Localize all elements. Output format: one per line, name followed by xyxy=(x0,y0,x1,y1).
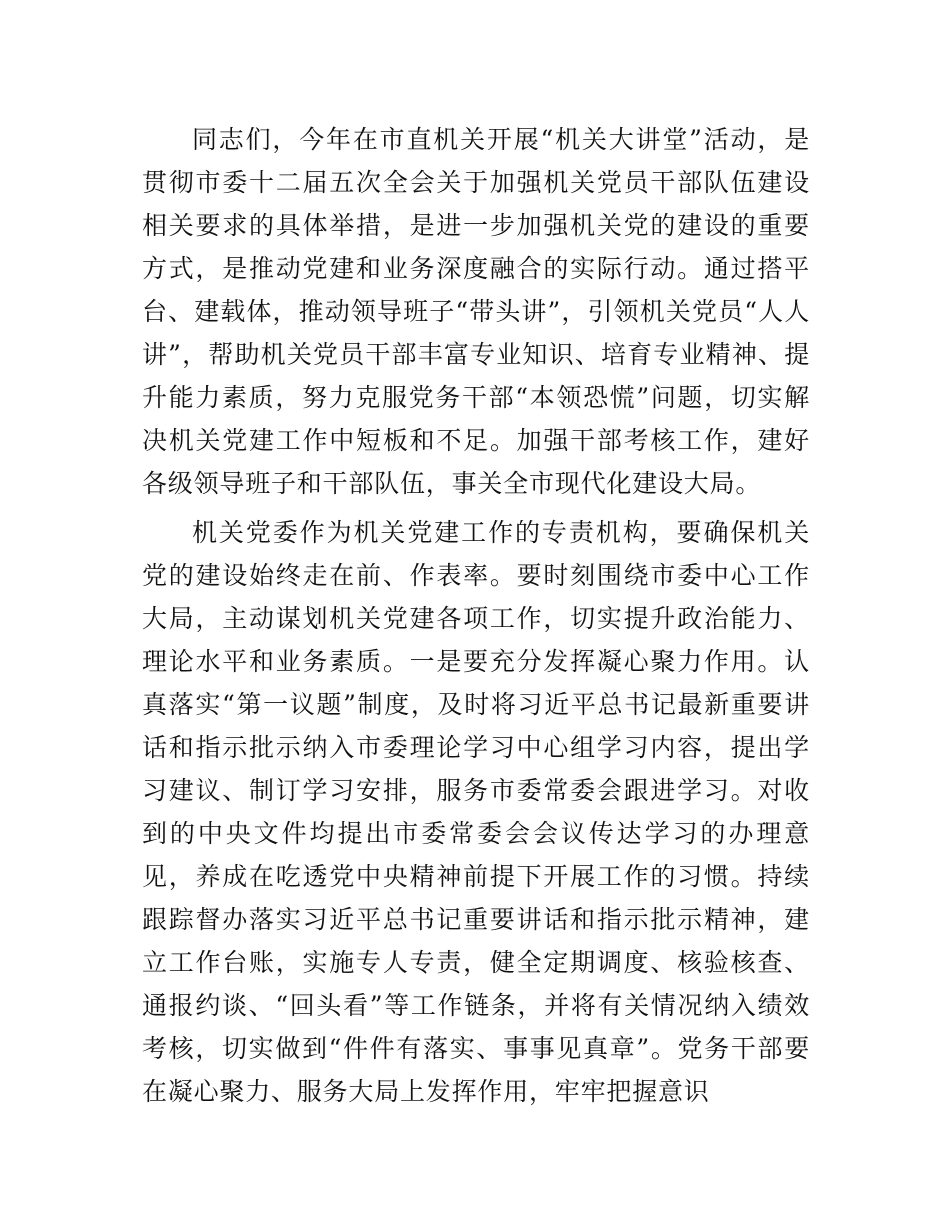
paragraph-1: 同志们，今年在市直机关开展“机关大讲堂”活动，是贯彻市委十二届五次全会关于加强机关党员干部队伍建设相关要求的具体举措，是进一步加强机关党的建设的重要方式，是推动党建和业务深度融合的实际行动。通过搭平台、建载体，推动领导班子“带头讲”，引领机关党员“人人讲”，帮助机关党员干部丰富专业知识、培育专业精神、提升能力素质，努力克服党务干部“本领恐慌”问题，切实解决机关党建工作中短板和不足。加强干部考核工作，建好各级领导班子和干部队伍，事关全市现代化建设大局。 xyxy=(142,125,810,498)
document-body xyxy=(142,118,810,1113)
paragraph-2: 机关党委作为机关党建工作的专责机构，要确保机关党的建设始终走在前、作表率。要时刻围绕市委中心工作大局，主动谋划机关党建各项工作，切实提升政治能力、理论水平和业务素质。一是要充分发挥凝心聚力作用。认真落实“第一议题”制度，及时将习近平总书记最新重要讲话和指示批示纳入市委理论学习中心组学习内容，提出学习建议、制订学习安排，服务市委常委会跟进学习。对收到的中央文件均提出市委常委会会议传达学习的办理意见，养成在吃透党中央精神前提下开展工作的习惯。持续跟踪督办落实习近平总书记重要讲话和指示批示精神，建立工作台账，实施专人专责，健全定期调度、核验核查、通报约谈、“回头看”等工作链条，并将有关情况纳入绩效考核，切实做到“件件有落实、事事见真章”。党务干部要在凝心聚力、服务大局上发挥作用，牢牢把握意识 xyxy=(142,518,810,1106)
